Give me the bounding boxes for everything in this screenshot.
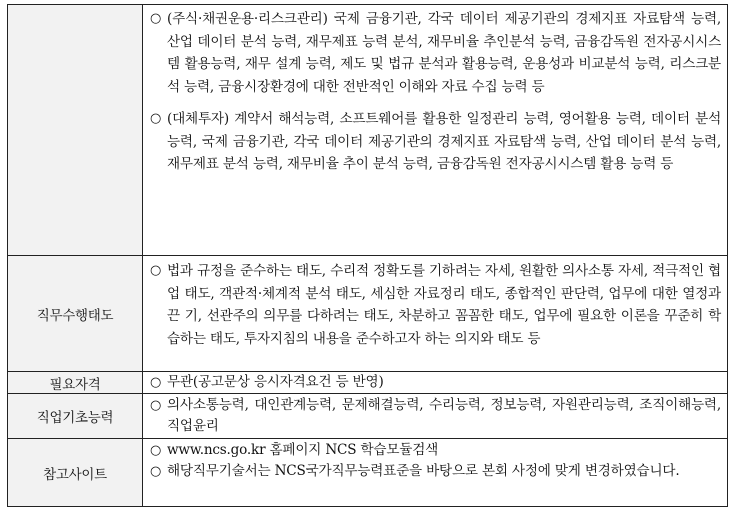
row-content — [143, 256, 728, 372]
row-basic-competency — [8, 394, 728, 439]
list-item-text: www.ncs.go.kr 홈페이지 NCS 학습모듈검색 — [167, 442, 439, 458]
list-item — [150, 461, 721, 482]
row-label: 필요자격 — [8, 372, 143, 394]
row-content — [143, 439, 728, 507]
row-label: 직업기초능력 — [8, 394, 143, 439]
list-item-text: (주식·채권운용·리스크관리) 국제 금융기관, 각국 데이터 제공기관의 경제지표 자료탐색 능력, 산업 데이터 분석 능력, 재무제표 능력 분석, 재무비율 추인분석 능력, 금융감독원 전자공시시스템 활용능력, 재무 설계 능력, 제도 및 법규 분석과 활용능력, 운용성과 비교분석 능력, 리스크분석 능력, 금융시장환경에 대한 전반적인 이해와 자료 수집 능력 등 — [167, 11, 721, 95]
row-label: 참고사이트 — [8, 439, 143, 507]
list-item-text: 법과 규정을 준수하는 태도, 수리적 정확도를 기하려는 자세, 원활한 의사소통 자세, 적극적인 협업 태도, 객관적·체계적 분석 태도, 세심한 자료정리 태도, 종합적인 판단력, 업무에 대한 열정과 끈 기, 선관주의 의무를 다하려는 태도, 차분하고 꼼꼼한 태도, 업무에 필요한 이론을 꾸준히 학습하는 태도, 투자지침의 내용을 준수하고자 하는 의지와 태도 등 — [167, 263, 721, 347]
row-content — [143, 394, 728, 439]
list-item — [150, 395, 721, 437]
row-content — [143, 5, 728, 256]
list-item — [150, 8, 721, 98]
list-item — [150, 373, 721, 392]
bullet-circle-icon: ○ — [150, 111, 162, 126]
row-reference-sites — [8, 439, 728, 507]
row-required-qualification — [8, 372, 728, 394]
bullet-circle-icon: ○ — [150, 263, 162, 278]
list-item-text: 무관(공고문상 응시자격요건 등 반영) — [167, 374, 384, 390]
bullet-circle-icon: ○ — [150, 464, 162, 479]
row-skills — [8, 5, 728, 256]
list-item-text: 의사소통능력, 대인관계능력, 문제해결능력, 수리능력, 정보능력, 자원관리능력, 조직이해능력, 직업윤리 — [167, 397, 721, 434]
row-content — [143, 372, 728, 394]
row-label: 직무수행태도 — [8, 256, 143, 372]
list-item-text: 해당직무기술서는 NCS국가직무능력표준을 바탕으로 본회 사정에 맞게 변경하였습니다. — [167, 463, 680, 479]
row-job-attitude — [8, 256, 728, 372]
bullet-circle-icon: ○ — [150, 375, 162, 390]
bullet-circle-icon: ○ — [150, 11, 162, 26]
bullet-circle-icon: ○ — [150, 398, 162, 413]
list-item — [150, 260, 721, 350]
list-item — [150, 440, 721, 461]
row-label — [8, 5, 143, 256]
list-item — [150, 108, 721, 176]
bullet-circle-icon: ○ — [150, 443, 162, 458]
job-description-table — [7, 4, 728, 507]
list-item-text: (대체투자) 계약서 해석능력, 소프트웨어를 활용한 일정관리 능력, 영어활용 능력, 데이터 분석 능력, 국제 금융기관, 각국 데이터 제공기관의 경제지표 자료탐색 능력, 산업 데이터 분석 능력, 재무제표 분석 능력, 재무비율 추이 분석 능력, 금융감독원 전자공시시스템 활용 능력 등 — [167, 111, 721, 172]
